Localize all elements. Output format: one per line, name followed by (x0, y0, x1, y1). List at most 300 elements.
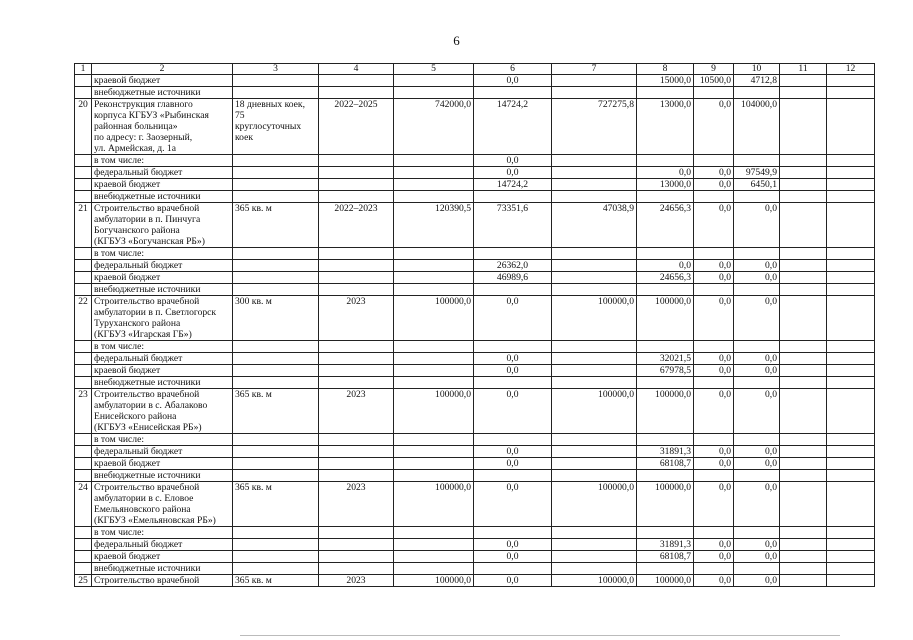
table-cell (394, 527, 474, 539)
table-row (75, 470, 875, 482)
table-cell (552, 248, 637, 260)
table-row (75, 446, 875, 458)
table-cell: 2023 (319, 389, 394, 434)
table-cell (780, 377, 827, 389)
table-row (75, 353, 875, 365)
table-cell (233, 179, 319, 191)
table-cell (780, 87, 827, 99)
table-cell (780, 575, 827, 587)
table-cell (827, 99, 875, 155)
item-name-cell: краевой бюджет (92, 179, 233, 191)
table-cell (694, 470, 734, 482)
table-cell: 0,0 (637, 260, 694, 272)
table-cell (780, 341, 827, 353)
table-cell (780, 248, 827, 260)
table-cell: 100000,0 (552, 389, 637, 434)
item-name-cell: федеральный бюджет (92, 167, 233, 179)
table-cell (637, 341, 694, 353)
table-cell: 0,0 (694, 260, 734, 272)
item-name-cell: Строительство врачебной амбулатории в п. Светлогорск Туруханского района (КГБУЗ «Игарская ГБ») (92, 296, 233, 341)
table-cell (394, 353, 474, 365)
item-name-cell: Реконструкция главного корпуса КГБУЗ «Рыбинская районная больница» по адресу: г. Заозерный, ул. Армейская, д. 1а (92, 99, 233, 155)
table-row (75, 167, 875, 179)
table-cell: 2023 (319, 296, 394, 341)
table-cell (827, 260, 875, 272)
column-number-cell: 2 (92, 64, 233, 75)
table-cell (694, 248, 734, 260)
row-number-cell (75, 179, 92, 191)
table-cell (780, 191, 827, 203)
row-number-cell: 23 (75, 389, 92, 434)
table-cell (827, 377, 875, 389)
table-row (75, 191, 875, 203)
table-cell (780, 155, 827, 167)
table-cell (394, 155, 474, 167)
table-cell (394, 365, 474, 377)
table-cell: 0,0 (694, 203, 734, 248)
table-row (75, 203, 875, 248)
table-cell (734, 434, 780, 446)
table-cell (552, 470, 637, 482)
table-cell (637, 87, 694, 99)
table-cell (827, 353, 875, 365)
table-cell (552, 191, 637, 203)
column-number-cell: 5 (394, 64, 474, 75)
table-cell (394, 446, 474, 458)
table-cell (474, 87, 552, 99)
table-cell (233, 191, 319, 203)
table-cell: 18 дневных коек, 75 круглосуточных коек (233, 99, 319, 155)
table-cell: 0,0 (734, 389, 780, 434)
table-cell: 0,0 (694, 167, 734, 179)
table-cell (827, 575, 875, 587)
table-row (75, 434, 875, 446)
table-cell: 0,0 (694, 458, 734, 470)
table-cell (394, 167, 474, 179)
table-cell: 13000,0 (637, 99, 694, 155)
table-cell: 0,0 (694, 551, 734, 563)
table-cell (552, 353, 637, 365)
table-cell (552, 539, 637, 551)
table-row (75, 458, 875, 470)
table-cell (780, 458, 827, 470)
table-cell: 365 кв. м (233, 203, 319, 248)
table-cell (474, 191, 552, 203)
table-row (75, 482, 875, 527)
table-cell (694, 434, 734, 446)
table-cell: 0,0 (694, 389, 734, 434)
table-cell: 100000,0 (394, 296, 474, 341)
table-cell (233, 527, 319, 539)
row-number-cell (75, 551, 92, 563)
table-cell (552, 179, 637, 191)
table-cell (552, 341, 637, 353)
table-cell (552, 155, 637, 167)
table-cell: 10500,0 (694, 75, 734, 87)
table-cell (694, 563, 734, 575)
table-cell: 68108,7 (637, 458, 694, 470)
column-number-cell: 11 (780, 64, 827, 75)
table-cell: 0,0 (734, 296, 780, 341)
table-cell (780, 260, 827, 272)
table-cell: 0,0 (474, 353, 552, 365)
table-cell (233, 434, 319, 446)
table-cell: 67978,5 (637, 365, 694, 377)
table-cell (827, 87, 875, 99)
table-cell (694, 377, 734, 389)
table-cell (233, 551, 319, 563)
row-number-cell (75, 155, 92, 167)
table-cell (780, 551, 827, 563)
table-cell (734, 470, 780, 482)
item-name-cell: внебюджетные источники (92, 377, 233, 389)
table-cell: 742000,0 (394, 99, 474, 155)
table-row (75, 539, 875, 551)
table-cell (319, 470, 394, 482)
table-row (75, 341, 875, 353)
table-cell: 0,0 (734, 458, 780, 470)
table-cell (233, 353, 319, 365)
table-row (75, 260, 875, 272)
table-row (75, 389, 875, 434)
table-cell: 31891,3 (637, 446, 694, 458)
page-number: 6 (453, 33, 460, 48)
column-number-cell: 8 (637, 64, 694, 75)
table-cell (394, 434, 474, 446)
column-number-cell: 6 (474, 64, 552, 75)
table-cell: 26362,0 (474, 260, 552, 272)
table-cell (394, 75, 474, 87)
table-cell (637, 527, 694, 539)
table-cell: 15000,0 (637, 75, 694, 87)
table-cell (474, 470, 552, 482)
table-row (75, 248, 875, 260)
table-cell: 100000,0 (637, 575, 694, 587)
table-cell (780, 167, 827, 179)
table-cell (694, 284, 734, 296)
table-cell: 0,0 (694, 482, 734, 527)
table-cell: 0,0 (734, 203, 780, 248)
table-row (75, 527, 875, 539)
table-cell (827, 167, 875, 179)
item-name-cell: в том числе: (92, 155, 233, 167)
row-number-cell (75, 248, 92, 260)
table-cell: 0,0 (734, 260, 780, 272)
table-cell (474, 248, 552, 260)
table-cell: 365 кв. м (233, 482, 319, 527)
table-cell (780, 470, 827, 482)
item-name-cell: федеральный бюджет (92, 446, 233, 458)
table-row (75, 284, 875, 296)
table-cell (319, 458, 394, 470)
table-cell: 13000,0 (637, 179, 694, 191)
table-cell: 365 кв. м (233, 389, 319, 434)
table-cell (233, 539, 319, 551)
table-cell: 24656,3 (637, 272, 694, 284)
row-number-cell: 25 (75, 575, 92, 587)
table-cell: 0,0 (694, 365, 734, 377)
table-cell (827, 203, 875, 248)
table-cell (394, 191, 474, 203)
row-number-cell: 20 (75, 99, 92, 155)
table-cell (552, 563, 637, 575)
table-cell (233, 341, 319, 353)
table-cell (319, 377, 394, 389)
item-name-cell: краевой бюджет (92, 458, 233, 470)
table-cell (319, 539, 394, 551)
table-cell: 0,0 (474, 446, 552, 458)
table-cell (319, 179, 394, 191)
table-cell (319, 284, 394, 296)
table-cell: 6450,1 (734, 179, 780, 191)
table-cell (394, 284, 474, 296)
table-cell: 0,0 (474, 167, 552, 179)
item-name-cell: краевой бюджет (92, 272, 233, 284)
table-cell: 300 кв. м (233, 296, 319, 341)
row-number-cell (75, 527, 92, 539)
table-cell: 0,0 (474, 155, 552, 167)
table-cell (780, 389, 827, 434)
table-cell (827, 539, 875, 551)
table-cell (319, 191, 394, 203)
row-number-cell (75, 434, 92, 446)
table-cell (780, 99, 827, 155)
table-cell (233, 155, 319, 167)
row-number-cell (75, 458, 92, 470)
table-cell (474, 341, 552, 353)
item-name-cell: краевой бюджет (92, 551, 233, 563)
table-cell: 46989,6 (474, 272, 552, 284)
table-row (75, 99, 875, 155)
table-row (75, 575, 875, 587)
table-cell: 0,0 (694, 539, 734, 551)
row-number-cell (75, 272, 92, 284)
table-cell (734, 527, 780, 539)
table-cell: 0,0 (734, 539, 780, 551)
table-cell (233, 260, 319, 272)
table-cell: 0,0 (734, 551, 780, 563)
table-cell (780, 353, 827, 365)
table-cell (827, 179, 875, 191)
item-name-cell: внебюджетные источники (92, 470, 233, 482)
table-cell (552, 167, 637, 179)
table-cell: 100000,0 (637, 296, 694, 341)
table-cell: 0,0 (694, 446, 734, 458)
table-cell: 2023 (319, 575, 394, 587)
table-cell: 727275,8 (552, 99, 637, 155)
table-cell (394, 563, 474, 575)
table-cell: 100000,0 (637, 389, 694, 434)
table-cell: 100000,0 (394, 482, 474, 527)
table-cell: 4712,8 (734, 75, 780, 87)
table-cell (552, 458, 637, 470)
table-cell (233, 470, 319, 482)
table-cell: 0,0 (474, 75, 552, 87)
row-number-cell (75, 353, 92, 365)
table-cell (637, 191, 694, 203)
table-cell (734, 284, 780, 296)
table-cell (780, 434, 827, 446)
table-cell (474, 284, 552, 296)
table-cell (474, 563, 552, 575)
table-cell (233, 248, 319, 260)
table-cell (734, 155, 780, 167)
table-cell (780, 527, 827, 539)
table-cell (552, 272, 637, 284)
table-cell (394, 272, 474, 284)
table-cell: 24656,3 (637, 203, 694, 248)
item-name-cell: краевой бюджет (92, 365, 233, 377)
table-cell: 0,0 (637, 167, 694, 179)
table-cell (734, 191, 780, 203)
table-cell: 120390,5 (394, 203, 474, 248)
table-cell: 2022–2025 (319, 99, 394, 155)
table-cell (552, 434, 637, 446)
column-number-row (75, 64, 875, 75)
table-cell (827, 551, 875, 563)
table-cell (319, 75, 394, 87)
table-cell: 100000,0 (394, 389, 474, 434)
table-cell: 365 кв. м (233, 575, 319, 587)
row-number-cell (75, 284, 92, 296)
table-cell (780, 446, 827, 458)
table-cell (637, 377, 694, 389)
table-cell: 31891,3 (637, 539, 694, 551)
table-cell (734, 563, 780, 575)
table-cell (394, 458, 474, 470)
table-cell (827, 272, 875, 284)
table-cell (637, 248, 694, 260)
table-cell: 100000,0 (637, 482, 694, 527)
column-number-cell: 4 (319, 64, 394, 75)
table-cell (734, 87, 780, 99)
table-cell (827, 527, 875, 539)
table-cell (780, 482, 827, 527)
table-cell: 0,0 (474, 296, 552, 341)
table-cell (319, 446, 394, 458)
table-cell: 0,0 (694, 99, 734, 155)
table-cell (637, 155, 694, 167)
table-cell (780, 296, 827, 341)
table-cell: 100000,0 (552, 575, 637, 587)
table-cell (694, 87, 734, 99)
table-cell (780, 75, 827, 87)
row-number-cell (75, 87, 92, 99)
table-cell (827, 341, 875, 353)
table-cell (319, 87, 394, 99)
item-name-cell: в том числе: (92, 341, 233, 353)
table-row (75, 296, 875, 341)
table-cell: 0,0 (474, 389, 552, 434)
table-cell (394, 470, 474, 482)
table-cell: 104000,0 (734, 99, 780, 155)
row-number-cell (75, 365, 92, 377)
item-name-cell: внебюджетные источники (92, 284, 233, 296)
row-number-cell (75, 75, 92, 87)
table-cell: 2022–2023 (319, 203, 394, 248)
table-cell (394, 377, 474, 389)
row-number-cell (75, 446, 92, 458)
table-cell: 0,0 (474, 575, 552, 587)
table-cell (694, 155, 734, 167)
item-name-cell: краевой бюджет (92, 75, 233, 87)
row-number-cell (75, 377, 92, 389)
row-number-cell (75, 470, 92, 482)
table-cell (474, 377, 552, 389)
table-cell: 47038,9 (552, 203, 637, 248)
table-cell (474, 434, 552, 446)
table-cell: 0,0 (694, 296, 734, 341)
row-number-cell: 24 (75, 482, 92, 527)
table-cell: 0,0 (474, 365, 552, 377)
table-cell: 0,0 (734, 446, 780, 458)
item-name-cell: внебюджетные источники (92, 563, 233, 575)
table-cell (319, 260, 394, 272)
table-cell (552, 87, 637, 99)
column-number-cell: 1 (75, 64, 92, 75)
table-cell (319, 563, 394, 575)
table-cell (552, 75, 637, 87)
table-cell (734, 248, 780, 260)
table-cell (827, 434, 875, 446)
table-cell (827, 446, 875, 458)
table-cell (319, 353, 394, 365)
table-row (75, 75, 875, 87)
table-cell (552, 446, 637, 458)
row-number-cell: 22 (75, 296, 92, 341)
table-cell (694, 341, 734, 353)
table-cell (780, 179, 827, 191)
table-cell (780, 563, 827, 575)
table-cell (552, 527, 637, 539)
row-number-cell (75, 191, 92, 203)
table-cell (233, 446, 319, 458)
table-cell: 0,0 (734, 272, 780, 284)
item-name-cell: внебюджетные источники (92, 87, 233, 99)
table-cell (637, 434, 694, 446)
table-cell (394, 341, 474, 353)
table-row (75, 179, 875, 191)
item-name-cell: федеральный бюджет (92, 260, 233, 272)
table-cell: 100000,0 (552, 296, 637, 341)
budget-table (74, 63, 875, 587)
table-cell (552, 377, 637, 389)
table-cell: 0,0 (474, 482, 552, 527)
table-row (75, 155, 875, 167)
table-cell (394, 248, 474, 260)
table-cell (637, 563, 694, 575)
table-cell: 0,0 (734, 575, 780, 587)
table-cell (734, 341, 780, 353)
table-cell (233, 377, 319, 389)
table-cell (319, 155, 394, 167)
item-name-cell: Строительство врачебной амбулатории в с. Абалаково Енисейского района (КГБУЗ «Енисейская РБ») (92, 389, 233, 434)
table-cell (474, 527, 552, 539)
table-cell (637, 284, 694, 296)
page-bottom-rule (240, 635, 840, 636)
table-cell (394, 551, 474, 563)
table-row (75, 87, 875, 99)
item-name-cell: внебюджетные источники (92, 191, 233, 203)
table-cell: 0,0 (734, 353, 780, 365)
table-cell (827, 365, 875, 377)
column-number-cell: 3 (233, 64, 319, 75)
table-row (75, 365, 875, 377)
table-cell (233, 563, 319, 575)
table-cell (694, 191, 734, 203)
table-row (75, 551, 875, 563)
table-cell (827, 191, 875, 203)
